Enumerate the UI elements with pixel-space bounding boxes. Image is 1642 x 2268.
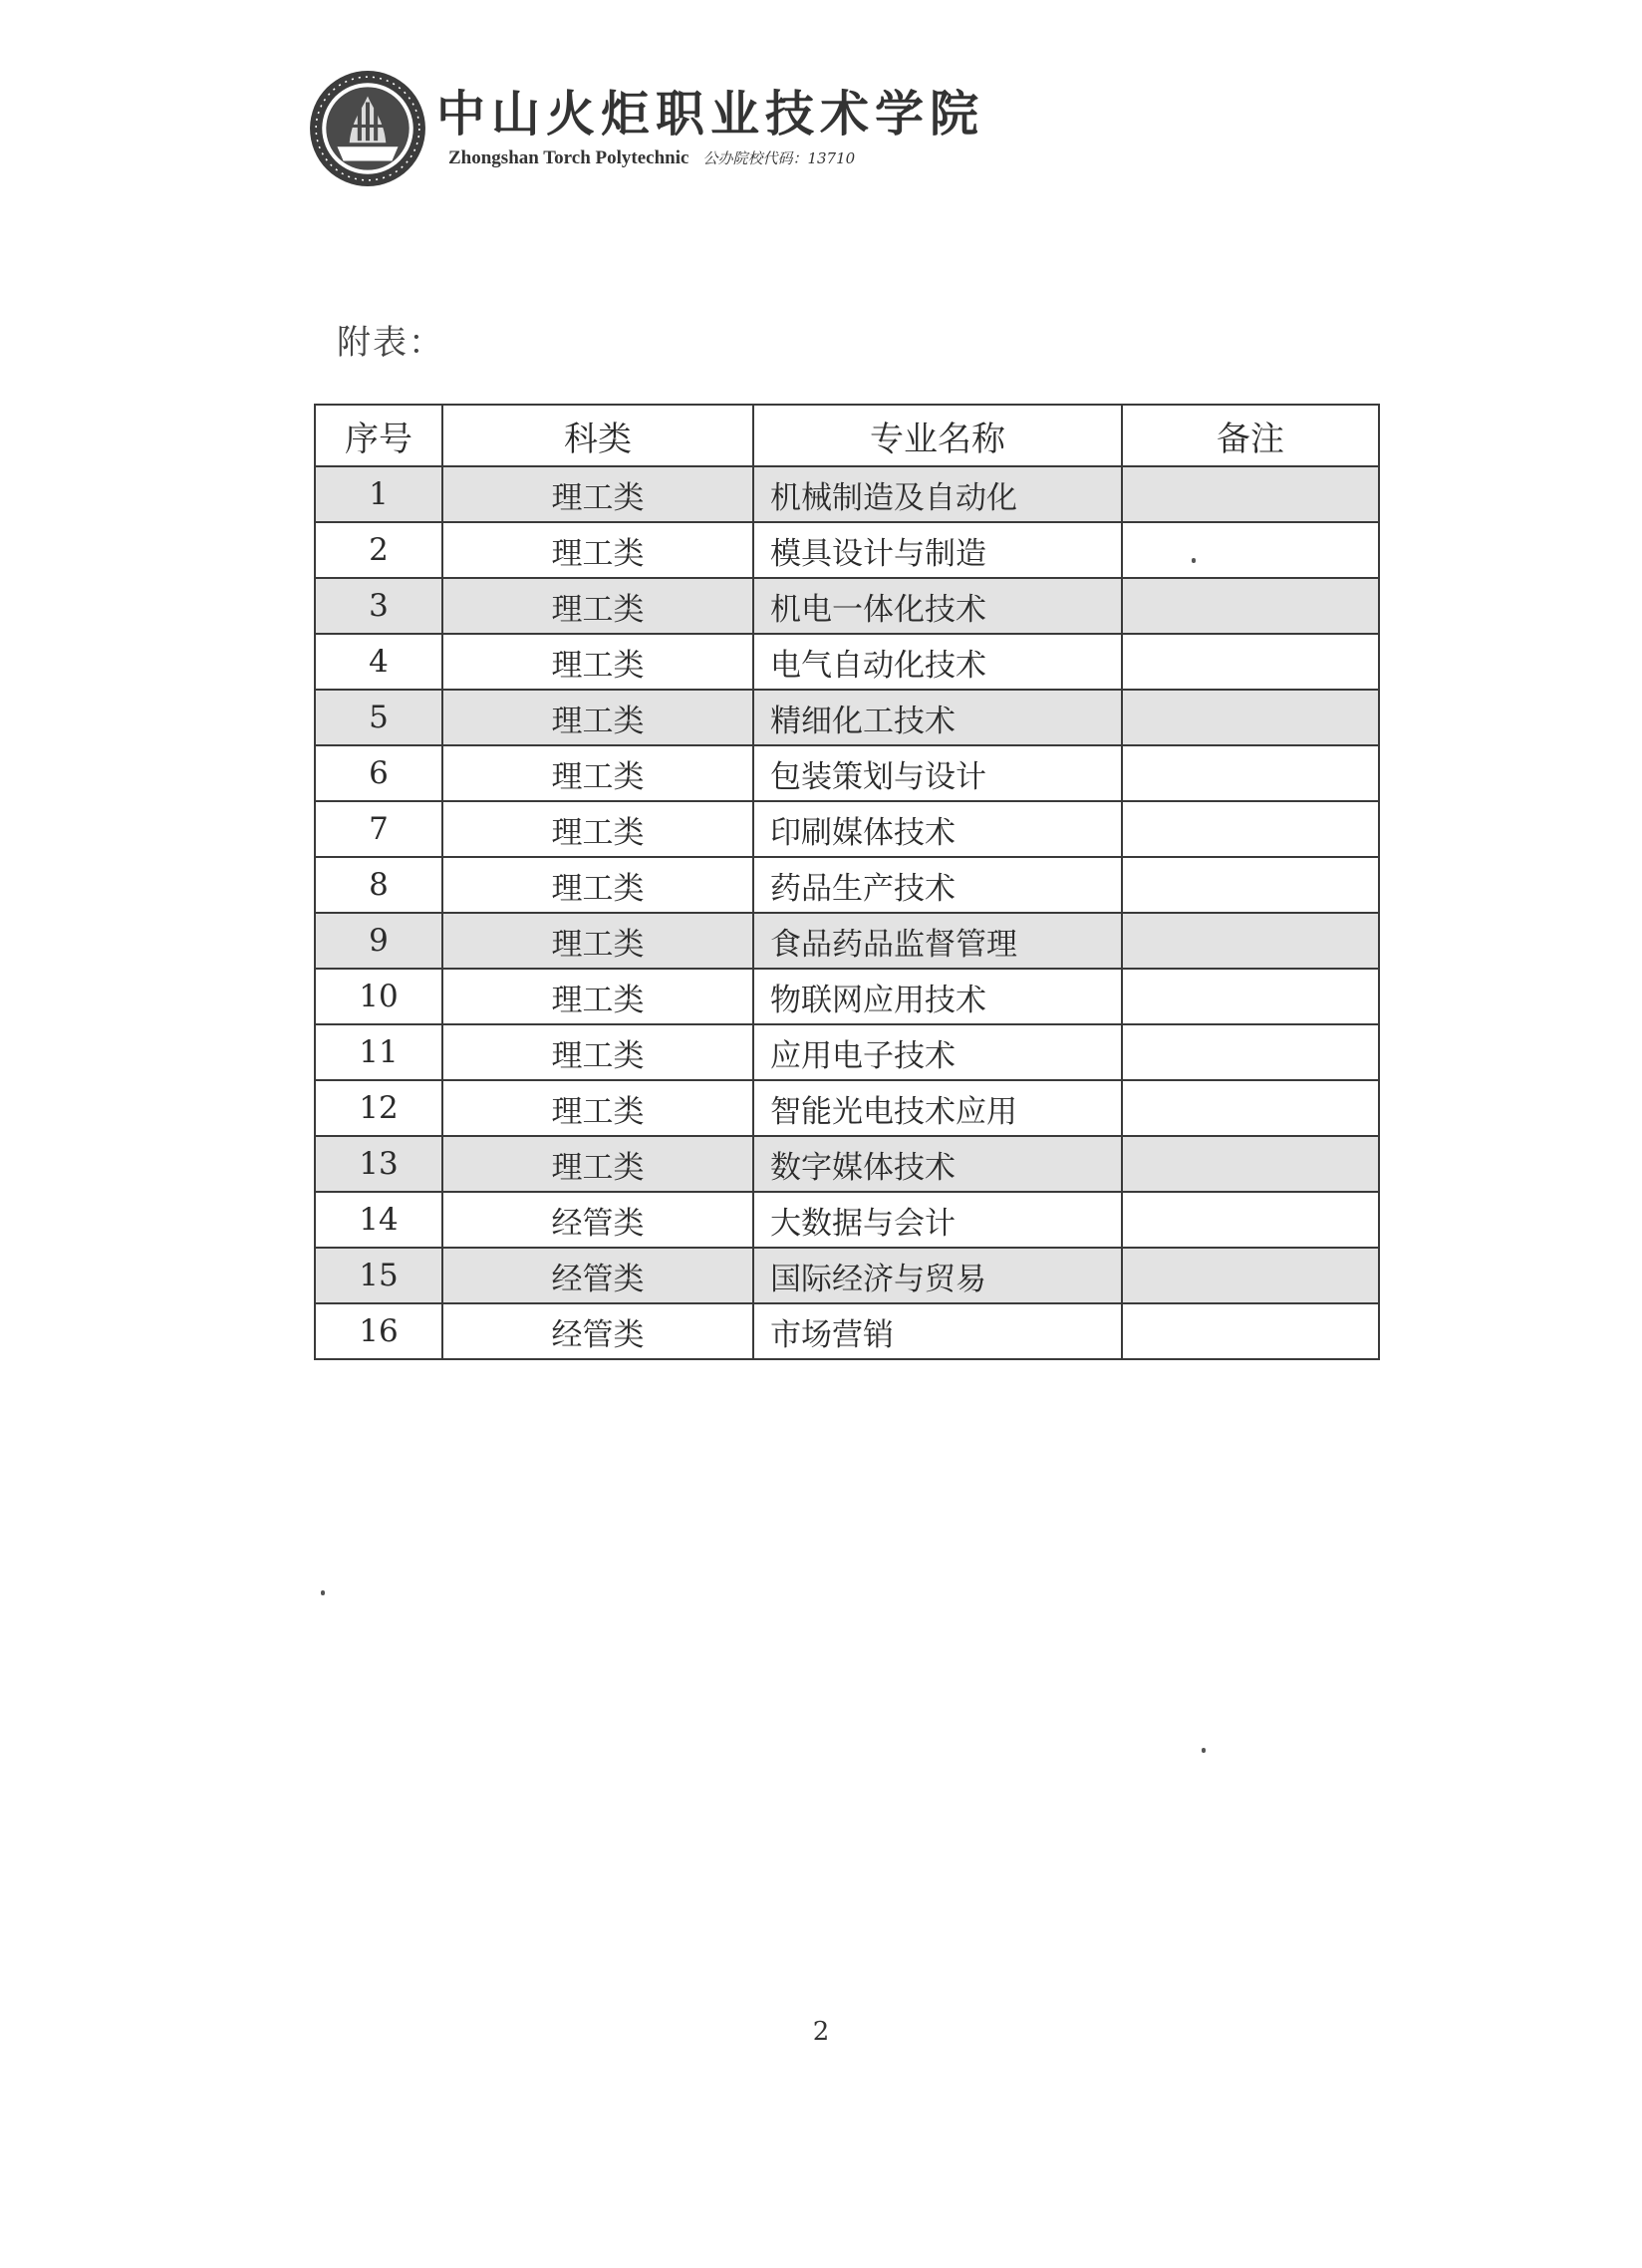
row-no: 4 bbox=[315, 634, 442, 690]
row-note bbox=[1122, 969, 1379, 1024]
row-category: 理工类 bbox=[442, 522, 753, 578]
row-note bbox=[1122, 1248, 1379, 1303]
attachment-label: 附表： bbox=[337, 323, 444, 363]
scan-speck bbox=[1192, 558, 1196, 563]
table-row bbox=[315, 1192, 1379, 1248]
school-seal-logo bbox=[307, 68, 428, 189]
row-major: 电气自动化技术 bbox=[753, 634, 1122, 690]
row-no: 15 bbox=[315, 1248, 442, 1303]
row-no: 5 bbox=[315, 690, 442, 745]
row-major: 机械制造及自动化 bbox=[753, 466, 1122, 522]
row-category: 理工类 bbox=[442, 1080, 753, 1136]
majors-table-grid bbox=[314, 404, 1380, 1360]
row-major: 数字媒体技术 bbox=[753, 1136, 1122, 1192]
scan-speck bbox=[1202, 1748, 1206, 1753]
table-row bbox=[315, 522, 1379, 578]
row-category: 理工类 bbox=[442, 690, 753, 745]
row-note bbox=[1122, 1303, 1379, 1359]
row-no: 10 bbox=[315, 969, 442, 1024]
row-no: 9 bbox=[315, 913, 442, 969]
majors-table bbox=[314, 404, 1378, 1360]
row-note bbox=[1122, 578, 1379, 634]
row-category: 理工类 bbox=[442, 913, 753, 969]
table-row bbox=[315, 913, 1379, 969]
column-header-major: 专业名称 bbox=[753, 405, 1122, 466]
row-category: 理工类 bbox=[442, 801, 753, 857]
row-major: 大数据与会计 bbox=[753, 1192, 1122, 1248]
table-row bbox=[315, 690, 1379, 745]
table-row bbox=[315, 969, 1379, 1024]
school-code: 公办院校代码：13710 bbox=[702, 149, 856, 167]
row-no: 11 bbox=[315, 1024, 442, 1080]
table-row bbox=[315, 857, 1379, 913]
row-note bbox=[1122, 801, 1379, 857]
row-major: 应用电子技术 bbox=[753, 1024, 1122, 1080]
row-major: 印刷媒体技术 bbox=[753, 801, 1122, 857]
table-row bbox=[315, 745, 1379, 801]
table-row bbox=[315, 1303, 1379, 1359]
row-category: 理工类 bbox=[442, 1136, 753, 1192]
row-category: 理工类 bbox=[442, 634, 753, 690]
row-note bbox=[1122, 745, 1379, 801]
row-category: 理工类 bbox=[442, 578, 753, 634]
row-note bbox=[1122, 690, 1379, 745]
row-category: 理工类 bbox=[442, 466, 753, 522]
page-number: 2 bbox=[812, 2017, 830, 2047]
row-note bbox=[1122, 1080, 1379, 1136]
table-row bbox=[315, 578, 1379, 634]
row-major: 药品生产技术 bbox=[753, 857, 1122, 913]
column-header-no: 序号 bbox=[315, 405, 442, 466]
row-no: 1 bbox=[315, 466, 442, 522]
row-note bbox=[1122, 1024, 1379, 1080]
table-row bbox=[315, 1136, 1379, 1192]
row-major: 精细化工技术 bbox=[753, 690, 1122, 745]
school-subtitle bbox=[448, 147, 855, 169]
row-major: 包装策划与设计 bbox=[753, 745, 1122, 801]
table-row bbox=[315, 1024, 1379, 1080]
row-category: 理工类 bbox=[442, 969, 753, 1024]
row-no: 6 bbox=[315, 745, 442, 801]
row-category: 经管类 bbox=[442, 1192, 753, 1248]
row-major: 国际经济与贸易 bbox=[753, 1248, 1122, 1303]
table-row bbox=[315, 466, 1379, 522]
row-no: 7 bbox=[315, 801, 442, 857]
row-note bbox=[1122, 466, 1379, 522]
row-note bbox=[1122, 1192, 1379, 1248]
row-major: 食品药品监督管理 bbox=[753, 913, 1122, 969]
table-row bbox=[315, 801, 1379, 857]
table-header-row bbox=[315, 405, 1379, 466]
row-no: 12 bbox=[315, 1080, 442, 1136]
school-name: 中山火炬职业技术学院 bbox=[436, 85, 985, 142]
row-major: 智能光电技术应用 bbox=[753, 1080, 1122, 1136]
row-no: 8 bbox=[315, 857, 442, 913]
row-category: 理工类 bbox=[442, 745, 753, 801]
row-no: 16 bbox=[315, 1303, 442, 1359]
row-major: 市场营销 bbox=[753, 1303, 1122, 1359]
row-category: 经管类 bbox=[442, 1248, 753, 1303]
school-name-en: Zhongshan Torch Polytechnic bbox=[448, 147, 689, 168]
column-header-category: 科类 bbox=[442, 405, 753, 466]
table-row bbox=[315, 1080, 1379, 1136]
table-row bbox=[315, 1248, 1379, 1303]
scan-speck bbox=[321, 1590, 325, 1595]
row-major: 物联网应用技术 bbox=[753, 969, 1122, 1024]
row-major: 模具设计与制造 bbox=[753, 522, 1122, 578]
table-row bbox=[315, 634, 1379, 690]
row-note bbox=[1122, 913, 1379, 969]
row-no: 13 bbox=[315, 1136, 442, 1192]
row-no: 14 bbox=[315, 1192, 442, 1248]
letterhead bbox=[307, 60, 1004, 199]
row-no: 3 bbox=[315, 578, 442, 634]
row-note bbox=[1122, 1136, 1379, 1192]
row-category: 理工类 bbox=[442, 857, 753, 913]
row-note bbox=[1122, 522, 1379, 578]
row-no: 2 bbox=[315, 522, 442, 578]
column-header-note: 备注 bbox=[1122, 405, 1379, 466]
row-note bbox=[1122, 634, 1379, 690]
row-major: 机电一体化技术 bbox=[753, 578, 1122, 634]
row-category: 经管类 bbox=[442, 1303, 753, 1359]
row-category: 理工类 bbox=[442, 1024, 753, 1080]
row-note bbox=[1122, 857, 1379, 913]
